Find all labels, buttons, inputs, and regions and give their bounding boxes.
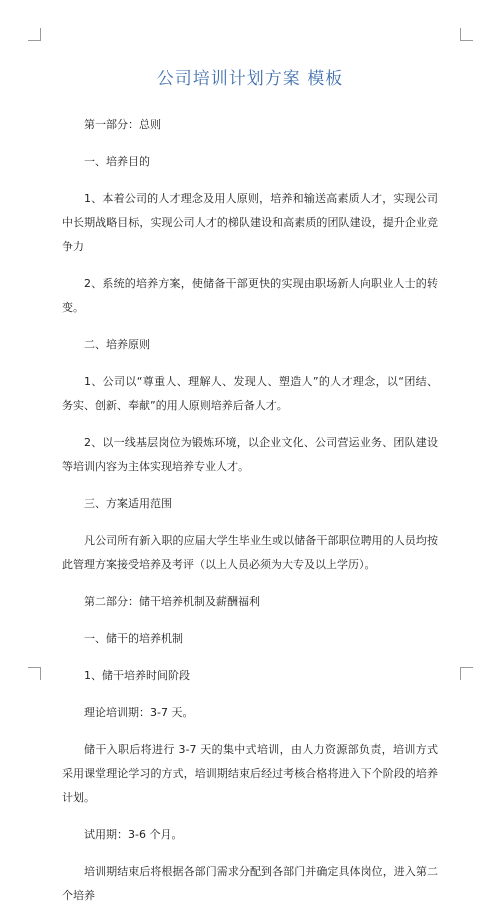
- section-heading: 第一部分：总则: [84, 118, 161, 131]
- paragraph: 培训期结束后将根据各部门需求分配到各部门并确定具体岗位，进入第二个培养: [62, 865, 438, 902]
- section-heading: 第二部分：储干培养机制及薪酬福利: [84, 595, 260, 608]
- subsection-heading: 一、培养目的: [84, 155, 150, 168]
- document-title: 公司培训计划方案 模板: [156, 69, 344, 89]
- paragraph: 理论培训期：3-7 天。: [84, 706, 194, 719]
- paragraph: 2、以一线基层岗位为锻炼环境，以企业文化、公司营运业务、团队建设等培训内容为主体实现培养专业人才。: [62, 436, 438, 473]
- subsection-heading: 三、方案适用范围: [84, 497, 172, 510]
- corner-mark-top-right: [460, 28, 473, 41]
- corner-mark-top-left: [28, 28, 41, 41]
- paragraph: 1、公司以“尊重人、理解人、发现人、塑造人”的人才理念，以“团结、务实、创新、奉献”的用人原则培养后备人才。: [62, 375, 438, 412]
- subsection-heading: 1、储干培养时间阶段: [84, 669, 190, 682]
- subsection-heading: 一、储干的培养机制: [84, 632, 183, 645]
- subsection-heading: 二、培养原则: [84, 338, 150, 351]
- paragraph: 凡公司所有新入职的应届大学生毕业生或以储备干部职位聘用的人员均按此管理方案接受培养及考评（以上人员必须为大专及以上学历）。: [62, 534, 438, 571]
- corner-mark-bottom-left: [28, 667, 41, 680]
- paragraph: 2、系统的培养方案，使储备干部更快的实现由职场新人向职业人士的转变。: [62, 277, 438, 314]
- paragraph: 试用期：3-6 个月。: [84, 828, 183, 841]
- paragraph: 储干入职后将进行 3-7 天的集中式培训，由人力资源部负责，培训方式采用课堂理论学习的方式，培训期结束后经过考核合格将进入下个阶段的培养计划。: [62, 743, 438, 804]
- document-body: [62, 113, 438, 908]
- paragraph: 1、本着公司的人才理念及用人原则，培养和输送高素质人才，实现公司中长期战略目标，实现公司人才的梯队建设和高素质的团队建设，提升企业竞争力: [62, 192, 438, 253]
- corner-mark-bottom-right: [460, 667, 473, 680]
